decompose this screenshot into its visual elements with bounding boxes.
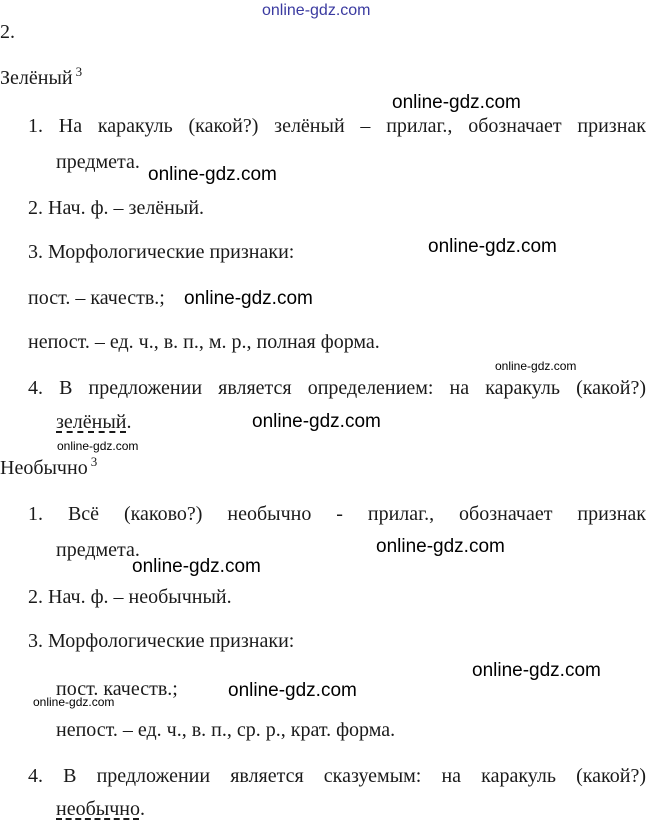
word1-nonconst: непост. – ед. ч., в. п., м. р., полная форма. <box>28 331 380 353</box>
watermark: online-gdz.com <box>392 92 521 113</box>
watermark: online-gdz.com <box>228 680 357 701</box>
word2-item1-line2: предмета. <box>56 539 140 561</box>
watermark: online-gdz.com <box>33 695 115 709</box>
watermark: online-gdz.com <box>495 359 577 373</box>
task-number: 2. <box>0 21 15 43</box>
watermark: online-gdz.com <box>472 660 601 681</box>
word2-item4-end: . <box>139 798 145 820</box>
word2-title-text: Необычно <box>0 457 88 479</box>
word1-const: пост. – качеств.; <box>28 287 165 309</box>
word1-item4-line2 <box>56 410 131 434</box>
watermark: online-gdz.com <box>148 164 277 185</box>
watermark: online-gdz.com <box>132 556 261 577</box>
word1-title <box>0 66 82 90</box>
word2-underlined-word: необычно <box>56 798 140 820</box>
watermark: online-gdz.com <box>184 288 313 309</box>
word1-item2: 2. Нач. ф. – зелёный. <box>28 197 205 219</box>
word2-title <box>0 456 97 480</box>
watermark: online-gdz.com <box>376 536 505 557</box>
word2-const: пост. качеств.; <box>56 678 178 700</box>
word1-title-text: Зелёный <box>0 67 73 89</box>
watermark: online-gdz.com <box>252 411 381 432</box>
word2-nonconst: непост. – ед. ч., в. п., ср. р., крат. форма. <box>56 719 396 741</box>
word1-item4-line1: 4. В предложении является определением: на каракуль (какой?) <box>28 377 646 399</box>
word1-item1-line2: предмета. <box>56 151 140 173</box>
word2-item4-line2 <box>56 797 145 821</box>
watermark-top: online-gdz.com <box>262 2 371 19</box>
word2-item1-line1: 1. Всё (каково?) необычно - прилаг., обозначает признак <box>28 503 646 525</box>
word1-item4-end: . <box>126 411 132 433</box>
word1-item1-line1: 1. На каракуль (какой?) зелёный – прилаг., обозначает признак <box>28 115 646 137</box>
word2-item4-line1: 4. В предложении является сказуемым: на каракуль (какой?) <box>28 765 646 787</box>
word1-item3: 3. Морфологические признаки: <box>28 241 295 263</box>
word2-item3: 3. Морфологические признаки: <box>28 630 295 652</box>
word2-item2: 2. Нач. ф. – необычный. <box>28 586 232 608</box>
watermark: online-gdz.com <box>428 236 557 257</box>
word2-title-sup: 3 <box>90 454 98 470</box>
word1-underlined-word: зелёный <box>56 411 127 433</box>
watermark: online-gdz.com <box>57 439 139 453</box>
word1-title-sup: 3 <box>75 64 83 80</box>
